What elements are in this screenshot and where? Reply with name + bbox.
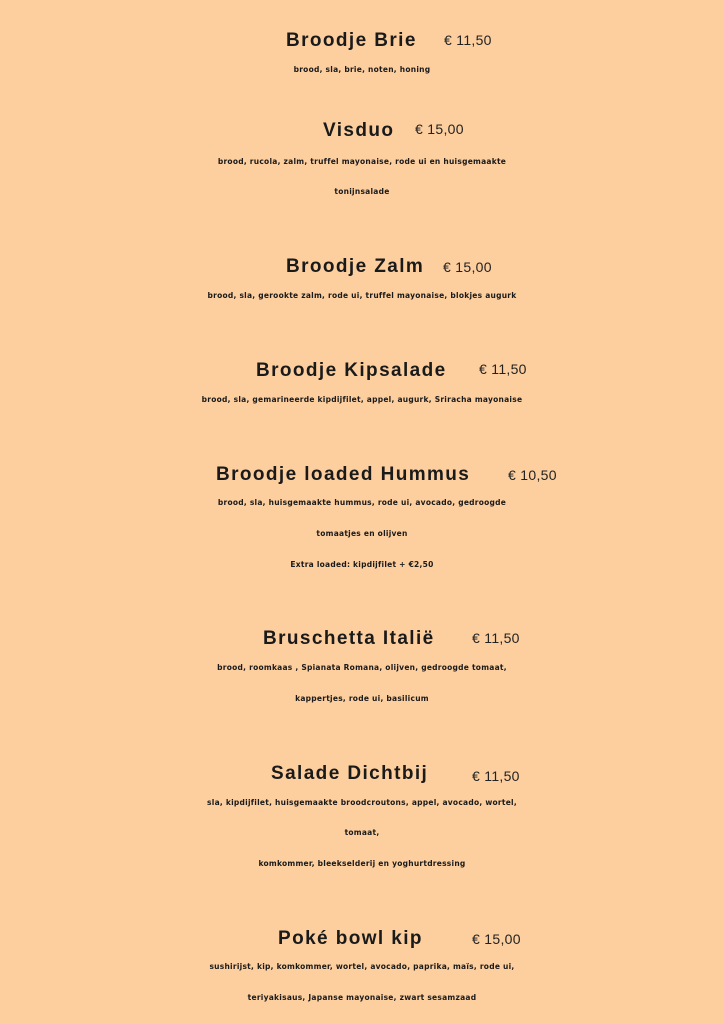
item-description-line: tomaatjes en olijven — [316, 529, 408, 538]
item-title: Broodje Zalm — [286, 256, 425, 277]
item-description-line: tomaat, — [344, 828, 380, 837]
item-description-line: brood, sla, huisgemaakte hummus, rode ui, avocado, gedroogde — [217, 498, 507, 507]
item-price: € 11,50 — [472, 768, 520, 784]
item-title: Broodje Kipsalade — [256, 360, 447, 381]
item-description-line: sushirijst, kip, komkommer, wortel, avocado, paprika, maïs, rode ui, — [209, 962, 515, 971]
item-title: Bruschetta Italië — [263, 628, 435, 649]
item-description-line: kappertjes, rode ui, basilicum — [295, 694, 429, 703]
item-title: Poké bowl kip — [278, 928, 423, 949]
item-description-line: brood, rucola, zalm, truffel mayonaise, rode ui en huisgemaakte — [217, 157, 507, 166]
item-price: € 15,00 — [443, 259, 492, 275]
item-price: € 15,00 — [415, 121, 464, 137]
item-title: Broodje loaded Hummus — [216, 464, 471, 485]
item-description-line: brood, sla, brie, noten, honing — [293, 65, 431, 74]
item-description-line: teriyakisaus, Japanse mayonaise, zwart sesamzaad — [247, 993, 477, 1002]
item-description-line: brood, sla, gemarineerde kipdijfilet, appel, augurk, Sriracha mayonaise — [201, 395, 523, 404]
item-price: € 10,50 — [508, 467, 557, 483]
item-description-line: sla, kipdijfilet, huisgemaakte broodcroutons, appel, avocado, wortel, — [207, 798, 517, 807]
item-description-line: brood, roomkaas , Spianata Romana, olijven, gedroogde tomaat, — [217, 663, 507, 672]
item-price: € 11,50 — [472, 630, 520, 646]
item-description-line: komkommer, bleekselderij en yoghurtdressing — [258, 859, 466, 868]
item-title: Salade Dichtbij — [271, 763, 429, 784]
item-description-line: tonijnsalade — [334, 187, 390, 196]
item-price: € 15,00 — [472, 931, 521, 947]
item-description-line: brood, sla, gerookte zalm, rode ui, truffel mayonaise, blokjes augurk — [207, 291, 517, 300]
item-title: Broodje Brie — [286, 30, 417, 51]
item-price: € 11,50 — [479, 361, 527, 377]
item-title: Visduo — [323, 120, 395, 141]
item-price: € 11,50 — [444, 32, 492, 48]
item-extra-note: Extra loaded: kipdijfilet + €2,50 — [290, 560, 434, 569]
